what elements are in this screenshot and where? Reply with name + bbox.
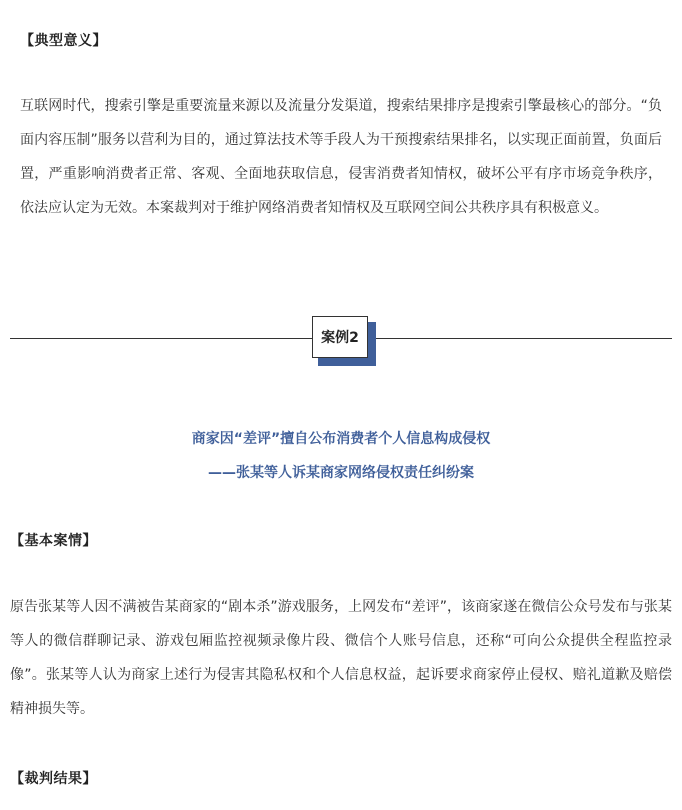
case-badge: 案例2 [312,316,368,358]
significance-paragraph: 互联网时代，搜索引擎是重要流量来源以及流量分发渠道，搜索结果排序是搜索引擎最核心的部分。“负面内容压制”服务以营利为目的，通过算法技术等手段人为干预搜索结果排名，以实现正面前置，负面后置，严重影响消费者正常、客观、全面地获取信息，侵害消费者知情权，破坏公平有序市场竞争秩序，依法应认定为无效。本案裁判对于维护网络消费者知情权及互联网空间公共秩序具有积极意义。 [20,98,662,216]
basic-facts-heading: 【基本案情】 [10,533,97,549]
judgment-heading: 【裁判结果】 [10,771,97,787]
basic-facts-paragraph: 原告张某等人因不满被告某商家的“剧本杀”游戏服务，上网发布“差评”，该商家遂在微信公众号发布与张某等人的微信群聊记录、游戏包厢监控视频录像片段、微信个人账号信息，还称“可向公众提供全程监控录像”。张某等人认为商家上述行为侵害其隐私权和个人信息权益，起诉要求商家停止侵权、赔礼道歉及赔偿精神损失等。 [10,599,672,717]
case-title-line1: 商家因“差评”擅自公布消费者个人信息构成侵权 [191,431,491,447]
significance-heading: 【典型意义】 [20,33,107,49]
case-title-line2: ——张某等人诉某商家网络侵权责任纠纷案 [208,465,474,481]
